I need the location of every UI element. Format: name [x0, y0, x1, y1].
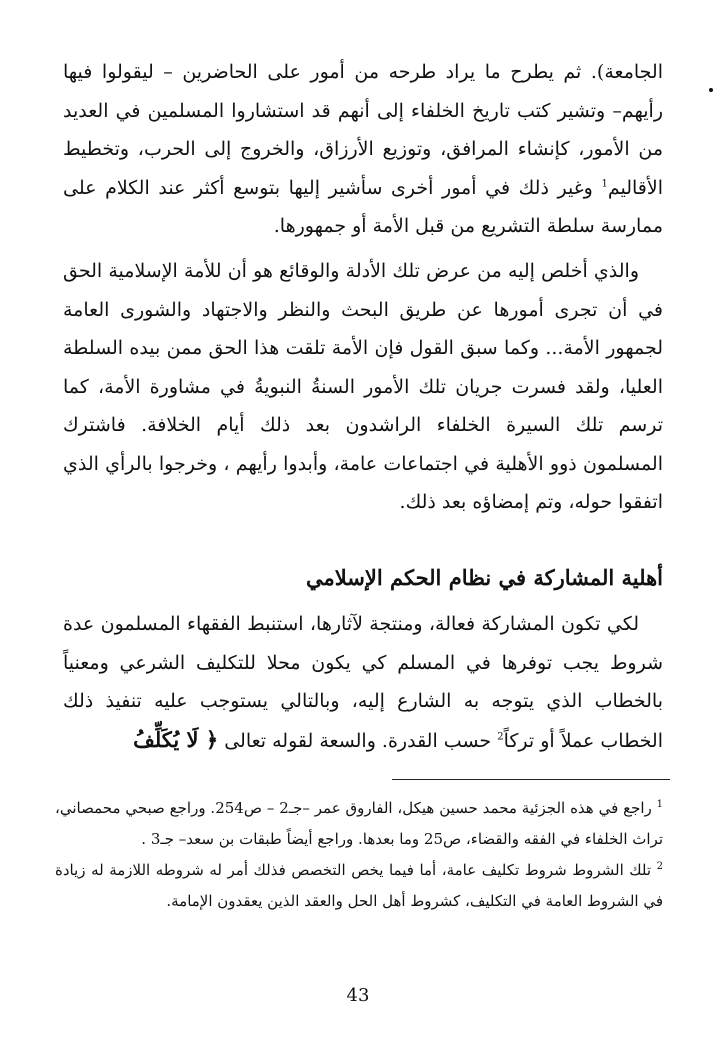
- footnote-1: [55, 793, 663, 855]
- paragraph-2: والذي أخلص إليه من عرض تلك الأدلة والوقائع هو أن للأمة الإسلامية الحق في أن تجرى أمورها عن طريق البحث والنظر والاجتهاد والشورى العامة لجمهور الأمة... وكما سبق القول فإن الأمة تلقت هذا الحق ممن بيده السلطة العليا، ولقد فسرت جريان تلك الأمور السنةُ النبويةُ في مشاورة الأمة، كما ترسم تلك السيرة الخلفاء الراشدون بعد ذلك أيام الخلافة. فاشترك المسلمون ذوو الأهلية في اجتماعات عامة، وأبدوا رأيهم ، وخرجوا بالرأي الذي اتفقوا حوله، وتم إمضاؤه بعد ذلك.: [63, 260, 663, 513]
- paragraph-3-end: حسب القدرة. والسعة لقوله تعالى: [218, 729, 498, 752]
- paragraph-1-text: الجامعة). ثم يطرح ما يراد طرحه من أمور على الحاضرين – ليقولوا فيها رأيهم– وتشير كتب تاريخ الخلفاء إلى أنهم قد استشاروا المسلمين في العديد من الأمور، كإنشاء المرافق، وتوزيع الأرزاق، والخروج إلى الحرب، وتخطيط الأقاليم: [63, 61, 663, 199]
- footnote-2-number: 2: [656, 861, 663, 872]
- footnote-separator: [392, 779, 670, 780]
- paragraph-3: [63, 605, 663, 760]
- footnote-1-text: راجع في هذه الجزئية محمد حسين هيكل، الفاروق عمر –جـ2 – ص254. وراجع صبحي محمصاني، تراث الخلفاء في الفقه والقضاء، ص25 وما بعدها. وراجع أيضاً طبقات بن سعد– جـ3 .: [55, 799, 663, 848]
- paragraph-3-text: لكي تكون المشاركة فعالة، ومنتجة لآثارها، استنبط الفقهاء المسلمون عدة شروط يجب توفرها في المسلم كي يكون محلا للتكليف الشرعي ومعنياً بالخطاب الذي يتوجه به الشارع إليه، وبالتالي يستوجب عليه تنفيذ ذلك الخطاب عملاً أو تركاً: [63, 613, 663, 752]
- paragraph-1: [63, 53, 663, 246]
- page-number: 43: [346, 985, 370, 1006]
- margin-dot: [709, 88, 713, 92]
- footnote-ref-2[interactable]: 2: [497, 731, 504, 743]
- footnote-ref-1[interactable]: 1: [601, 178, 608, 190]
- section-heading: أهلية المشاركة في نظام الحكم الإسلامي: [306, 565, 663, 590]
- footnote-2: [55, 855, 663, 917]
- footnote-1-number: 1: [656, 799, 664, 810]
- footnote-2-text: تلك الشروط شروط تكليف عامة، أما فيما يخص التخصص فذلك أمر له شروطه اللازمة له زيادة في الشروط العامة في التكليف، كشروط أهل الحل والعقد الذين يعقدون الإمامة.: [55, 861, 663, 910]
- paragraph-1-end: وغير ذلك في أمور أخرى سأشير إليها بتوسع أكثر عند الكلام على ممارسة سلطة التشريع من قبل الأمة أو جمهورها.: [63, 176, 663, 237]
- quran-verse-fragment: ﴿ لَا يُكَلِّفُ: [133, 726, 219, 752]
- footnotes: [55, 793, 663, 917]
